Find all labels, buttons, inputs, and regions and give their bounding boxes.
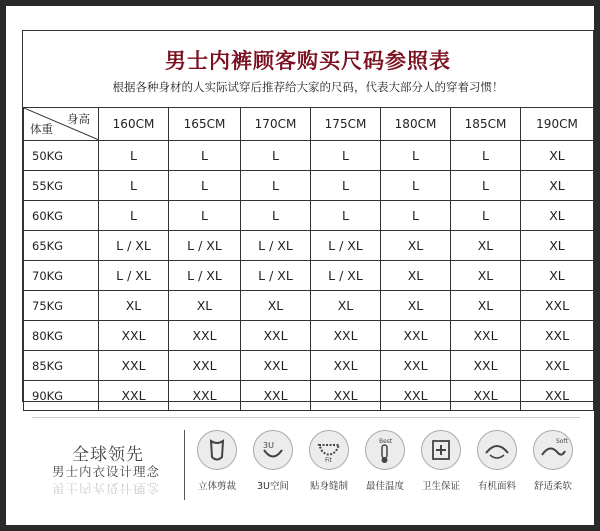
size-cell: XL: [99, 291, 169, 321]
size-cell: L: [99, 201, 169, 231]
size-cell: L: [381, 201, 451, 231]
size-cell: L / XL: [311, 261, 381, 291]
best-temperature-icon: [365, 430, 405, 470]
height-header-cell: 170CM: [241, 108, 311, 141]
weight-axis-label: 体重: [30, 122, 53, 136]
weight-cell: 50KG: [24, 141, 99, 171]
size-cell: XL: [381, 291, 451, 321]
size-cell: L: [169, 141, 241, 171]
feature-item: [416, 430, 466, 492]
size-cell: L: [169, 201, 241, 231]
features-banner: [32, 422, 580, 516]
height-header-cell: 180CM: [381, 108, 451, 141]
size-cell: XXL: [169, 381, 241, 411]
size-cell: L: [451, 171, 521, 201]
3u-space-icon: [253, 430, 293, 470]
weight-cell: 70KG: [24, 261, 99, 291]
section-divider-light: [32, 417, 580, 418]
height-header-cell: 185CM: [451, 108, 521, 141]
svg-text:Fit: Fit: [325, 457, 333, 464]
size-cell: XXL: [311, 351, 381, 381]
fitted-stitching-icon: [309, 430, 349, 470]
size-cell: XL: [311, 291, 381, 321]
banner-divider: [184, 430, 185, 500]
chart-subtitle: 根据各种身材的人实际试穿后推荐给大家的尺码，代表大部分人的穿着习惯！: [112, 80, 504, 94]
weight-cell: 80KG: [24, 321, 99, 351]
size-cell: XXL: [311, 381, 381, 411]
height-axis-label: 身高: [67, 112, 90, 126]
size-cell: XXL: [99, 321, 169, 351]
size-cell: XXL: [381, 351, 451, 381]
height-header-cell: 165CM: [169, 108, 241, 141]
size-cell: XXL: [169, 321, 241, 351]
size-cell: L: [381, 171, 451, 201]
weight-cell: 90KG: [24, 381, 99, 411]
table-row: [24, 351, 594, 381]
weight-cell: 55KG: [24, 171, 99, 201]
feature-label: 最佳温度: [365, 481, 404, 492]
size-cell: XXL: [451, 381, 521, 411]
size-cell: L / XL: [99, 231, 169, 261]
size-cell: XXL: [311, 321, 381, 351]
size-cell: XL: [521, 261, 594, 291]
weight-cell: 65KG: [24, 231, 99, 261]
size-cell: XL: [521, 141, 594, 171]
size-table: [23, 107, 594, 411]
table-header-row: [24, 108, 594, 141]
size-cell: L: [451, 201, 521, 231]
feature-label: 舒适柔软: [533, 481, 572, 492]
size-cell: XXL: [99, 381, 169, 411]
size-cell: XL: [521, 201, 594, 231]
organic-fabric-icon: [477, 430, 517, 470]
size-cell: L: [311, 141, 381, 171]
size-cell: XL: [381, 231, 451, 261]
height-header-cell: 160CM: [99, 108, 169, 141]
size-cell: XL: [521, 171, 594, 201]
size-cell: L: [311, 171, 381, 201]
weight-cell: 85KG: [24, 351, 99, 381]
size-cell: XXL: [241, 381, 311, 411]
table-row: [24, 171, 594, 201]
height-header-cell: 175CM: [311, 108, 381, 141]
svg-text:3U: 3U: [263, 441, 274, 450]
size-cell: L: [99, 141, 169, 171]
size-cell: L: [241, 141, 311, 171]
feature-item: [472, 430, 522, 492]
size-cell: XXL: [451, 351, 521, 381]
feature-item: [360, 430, 410, 492]
size-cell: XXL: [381, 381, 451, 411]
size-cell: XXL: [451, 321, 521, 351]
feature-label: 有机面料: [477, 481, 516, 492]
size-cell: L: [381, 141, 451, 171]
size-cell: XXL: [99, 351, 169, 381]
size-cell: XXL: [521, 291, 594, 321]
feature-item: [248, 430, 298, 492]
size-cell: XL: [169, 291, 241, 321]
size-cell: XXL: [521, 381, 594, 411]
concept-title: 全球领先: [72, 445, 144, 465]
size-cell: L: [311, 201, 381, 231]
size-cell: L: [241, 171, 311, 201]
table-row: [24, 291, 594, 321]
table-row: [24, 261, 594, 291]
weight-cell: 75KG: [24, 291, 99, 321]
svg-text:Best: Best: [379, 438, 393, 445]
table-row: [24, 321, 594, 351]
size-cell: XXL: [169, 351, 241, 381]
feature-label: 3U空间: [257, 481, 289, 492]
hygiene-guarantee-icon: [421, 430, 461, 470]
svg-text:Soft: Soft: [556, 438, 568, 445]
size-cell: XL: [381, 261, 451, 291]
chart-title: 男士内裤顾客购买尺码参照表: [165, 49, 451, 73]
size-cell: XXL: [241, 321, 311, 351]
feature-label: 卫生保证: [421, 481, 460, 492]
size-cell: XL: [451, 291, 521, 321]
size-cell: XXL: [241, 351, 311, 381]
size-cell: L / XL: [169, 261, 241, 291]
size-chart-box: [22, 30, 594, 402]
size-cell: L: [99, 171, 169, 201]
feature-item: [528, 430, 578, 492]
feature-item: [192, 430, 242, 492]
size-cell: XXL: [381, 321, 451, 351]
size-cell: L: [451, 141, 521, 171]
section-divider: [32, 410, 580, 411]
feature-item: [304, 430, 354, 492]
table-row: [24, 141, 594, 171]
size-cell: XL: [241, 291, 311, 321]
weight-cell: 60KG: [24, 201, 99, 231]
size-cell: L: [241, 201, 311, 231]
size-cell: L: [169, 171, 241, 201]
size-cell: L / XL: [241, 231, 311, 261]
corner-header-cell: [24, 108, 99, 141]
size-cell: XL: [521, 231, 594, 261]
size-cell: XL: [451, 231, 521, 261]
size-cell: XXL: [521, 351, 594, 381]
feature-label: 立体剪裁: [197, 481, 236, 492]
size-cell: L / XL: [169, 231, 241, 261]
size-cell: L / XL: [99, 261, 169, 291]
stereo-cut-icon: [197, 430, 237, 470]
table-row: [24, 201, 594, 231]
table-row: [24, 231, 594, 261]
height-header-cell: 190CM: [521, 108, 594, 141]
concept-subtitle: 男士内衣设计理念: [52, 464, 161, 479]
size-cell: XL: [451, 261, 521, 291]
table-row: [24, 381, 594, 411]
feature-label: 贴身缝制: [309, 481, 348, 492]
size-cell: XXL: [521, 321, 594, 351]
concept-reflection: 男士内衣设计理念: [52, 481, 161, 496]
size-cell: L / XL: [311, 231, 381, 261]
size-chart-page: [6, 6, 594, 525]
size-cell: L / XL: [241, 261, 311, 291]
soft-comfort-icon: [533, 430, 573, 470]
